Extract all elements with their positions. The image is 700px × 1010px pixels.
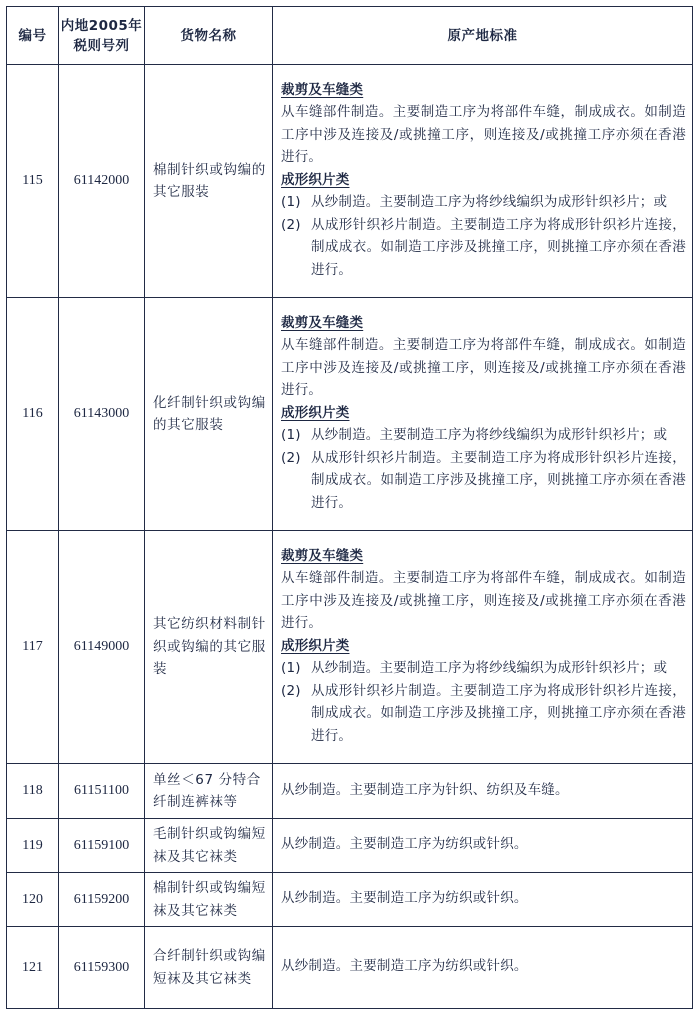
row-name: 单丝＜67 分特合纤制连裤袜等 [145, 764, 273, 819]
table-row [7, 531, 693, 764]
row-name: 棉制针织或钩编短袜及其它袜类 [145, 873, 273, 927]
section-text-cut-sew: 从车缝部件制造。主要制造工序为将部件车缝，制成成衣。如制造工序中涉及连接及/或挑撞工序，则连接及/或挑撞工序亦须在香港进行。 [281, 570, 686, 632]
row-name: 合纤制针织或钩编短袜及其它袜类 [145, 927, 273, 1009]
row-code: 61159100 [59, 819, 145, 873]
item-text: 从成形针织衫片制造。主要制造工序为将成形针织衫片连接，制成成衣。如制造工序涉及挑撞工序，则挑撞工序亦须在香港进行。 [311, 682, 686, 744]
row-code: 61151100 [59, 764, 145, 819]
list-item [281, 680, 686, 748]
row-standard: 从纱制造。主要制造工序为纺织或针织。 [273, 873, 693, 927]
section-title-fully-fashioned: 成形织片类 [281, 404, 350, 421]
table-row [7, 65, 693, 298]
table-row [7, 873, 693, 927]
table-row [7, 819, 693, 873]
section-title-cut-sew: 裁剪及车缝类 [281, 314, 364, 331]
item-text: 从纱制造。主要制造工序为将纱线编织为成形针织衫片；或 [311, 660, 668, 677]
item-number: (1) [281, 660, 301, 677]
row-code: 61142000 [59, 65, 145, 298]
section-title-cut-sew: 裁剪及车缝类 [281, 547, 364, 564]
row-name: 化纤制针织或钩编的其它服装 [145, 298, 273, 531]
row-code: 61159300 [59, 927, 145, 1009]
list-item [281, 424, 686, 447]
header-code-line2: 税则号列 [73, 37, 130, 54]
item-text: 从纱制造。主要制造工序为将纱线编织为成形针织衫片；或 [311, 427, 668, 444]
row-no: 120 [7, 873, 59, 927]
header-standard: 原产地标准 [273, 7, 693, 65]
table-row [7, 764, 693, 819]
row-standard: 从纱制造。主要制造工序为针织、纺织及车缝。 [273, 764, 693, 819]
list-item [281, 214, 686, 282]
item-text: 从纱制造。主要制造工序为将纱线编织为成形针织衫片；或 [311, 194, 668, 211]
row-no: 116 [7, 298, 59, 531]
list-item [281, 657, 686, 680]
item-number: (1) [281, 427, 301, 444]
item-number: (2) [281, 449, 301, 466]
table-row [7, 927, 693, 1009]
item-text: 从成形针织衫片制造。主要制造工序为将成形针织衫片连接，制成成衣。如制造工序涉及挑撞工序，则挑撞工序亦须在香港进行。 [311, 449, 686, 511]
header-name: 货物名称 [145, 7, 273, 65]
row-code: 61159200 [59, 873, 145, 927]
row-no: 118 [7, 764, 59, 819]
row-name: 棉制针织或钩编的其它服装 [145, 65, 273, 298]
row-standard: 从纱制造。主要制造工序为纺织或针织。 [273, 927, 693, 1009]
section-text-cut-sew: 从车缝部件制造。主要制造工序为将部件车缝，制成成衣。如制造工序中涉及连接及/或挑撞工序，则连接及/或挑撞工序亦须在香港进行。 [281, 337, 686, 399]
row-standard [273, 531, 693, 764]
item-number: (1) [281, 194, 301, 211]
header-no: 编号 [7, 7, 59, 65]
table-row [7, 298, 693, 531]
table-header-row [7, 7, 693, 65]
section-title-fully-fashioned: 成形织片类 [281, 637, 350, 654]
row-code: 61143000 [59, 298, 145, 531]
item-text: 从成形针织衫片制造。主要制造工序为将成形针织衫片连接，制成成衣。如制造工序涉及挑撞工序，则挑撞工序亦须在香港进行。 [311, 216, 686, 278]
header-code-line1: 内地2005年 [60, 17, 143, 34]
header-code [59, 7, 145, 65]
origin-standards-table [6, 6, 693, 1009]
row-no: 119 [7, 819, 59, 873]
row-no: 115 [7, 65, 59, 298]
section-text-cut-sew: 从车缝部件制造。主要制造工序为将部件车缝，制成成衣。如制造工序中涉及连接及/或挑撞工序，则连接及/或挑撞工序亦须在香港进行。 [281, 104, 686, 166]
list-item [281, 447, 686, 515]
section-title-cut-sew: 裁剪及车缝类 [281, 81, 364, 98]
list-item [281, 191, 686, 214]
row-no: 117 [7, 531, 59, 764]
row-name: 毛制针织或钩编短袜及其它袜类 [145, 819, 273, 873]
row-code: 61149000 [59, 531, 145, 764]
section-title-fully-fashioned: 成形织片类 [281, 171, 350, 188]
item-number: (2) [281, 216, 301, 233]
row-standard: 从纱制造。主要制造工序为纺织或针织。 [273, 819, 693, 873]
row-standard [273, 298, 693, 531]
row-no: 121 [7, 927, 59, 1009]
row-standard [273, 65, 693, 298]
item-number: (2) [281, 682, 301, 699]
row-name: 其它纺织材料制针织或钩编的其它服装 [145, 531, 273, 764]
